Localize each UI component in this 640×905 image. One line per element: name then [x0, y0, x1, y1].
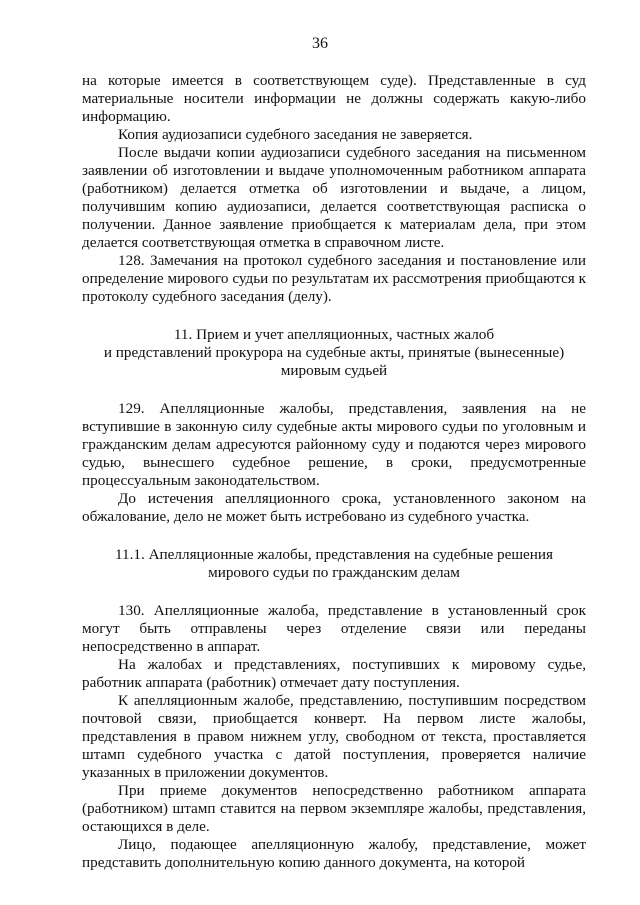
paragraph-additional-copy: Лицо, подающее апелляционную жалобу, представление, может представить дополнительную копию данного документа, на которой: [82, 836, 586, 871]
page-number: 36: [312, 35, 328, 52]
section-11-1-heading-line-2: мирового судьи по гражданским делам: [208, 564, 460, 581]
paragraph-128: 128. Замечания на протокол судебного заседания и постановление или определение мирового судьи по результатам их рассмотрения приобщаются к протоколу судебного заседания (делу).: [82, 252, 586, 305]
spacer: [82, 306, 586, 326]
paragraph-direct-receipt: При приеме документов непосредственно работником аппарата (работником) штамп ставится на первом экземпляре жалобы, представления, остающихся в деле.: [82, 782, 586, 835]
spacer: [82, 380, 586, 400]
spacer: [82, 526, 586, 546]
page-content: [82, 72, 586, 872]
section-11-1-heading: [82, 546, 586, 582]
paragraph-postal-envelope: К апелляционным жалобе, представлению, поступившим посредством почтовой связи, приобщается конверт. На первом листе жалобы, представления в правом нижнем углу, свободном от текста, проставляется штамп судебного участка с датой поступления, проверяется наличие указанных в приложении документов.: [82, 692, 586, 781]
section-11-heading: [82, 326, 586, 380]
section-11-heading-line-3: мировым судьей: [280, 362, 388, 379]
paragraph-129: 129. Апелляционные жалобы, представления, заявления на не вступившие в законную силу судебные акты мирового судьи по уголовным и гражданским делам адресуются районному суду и подаются через мирового судью, вынесшего судебное решение, в сроки, предусмотренные процессуальным законодательством.: [82, 400, 586, 489]
paragraph-receipt-date: На жалобах и представлениях, поступивших к мировому судье, работник аппарата (работник) отмечает дату поступления.: [82, 656, 586, 691]
paragraph-130: 130. Апелляционные жалоба, представление в установленный срок могут быть отправлены через отделение связи или переданы непосредственно в аппарат.: [82, 602, 586, 655]
spacer: [82, 582, 586, 602]
section-11-1-heading-line-1: 11.1. Апелляционные жалобы, представления на судебные решения: [114, 546, 554, 563]
section-11-heading-line-1: 11. Прием и учет апелляционных, частных жалоб: [173, 326, 495, 343]
paragraph-appeal-term: До истечения апелляционного срока, установленного законом на обжалование, дело не может быть истребовано из судебного участка.: [82, 490, 586, 525]
paragraph-continuation: на которые имеется в соответствующем суде). Представленные в суд материальные носители информации не должны содержать какую-либо информацию.: [82, 72, 586, 125]
paragraph-audio-copy-not-certified: Копия аудиозаписи судебного заседания не заверяется.: [118, 126, 473, 143]
paragraph-audio-copy-issuance: После выдачи копии аудиозаписи судебного заседания на письменном заявлении об изготовлении и выдаче уполномоченным работником аппарата (работником) делается отметка об изготовлении и выдаче, а лицом, получившим копию аудиозаписи, делается соответствующая расписка о получении. Данное заявление приобщается к материалам дела, при этом делается соответствующая отметка в справочном листе.: [82, 144, 586, 251]
section-11-heading-line-2: и представлений прокурора на судебные акты, принятые (вынесенные): [103, 344, 565, 361]
